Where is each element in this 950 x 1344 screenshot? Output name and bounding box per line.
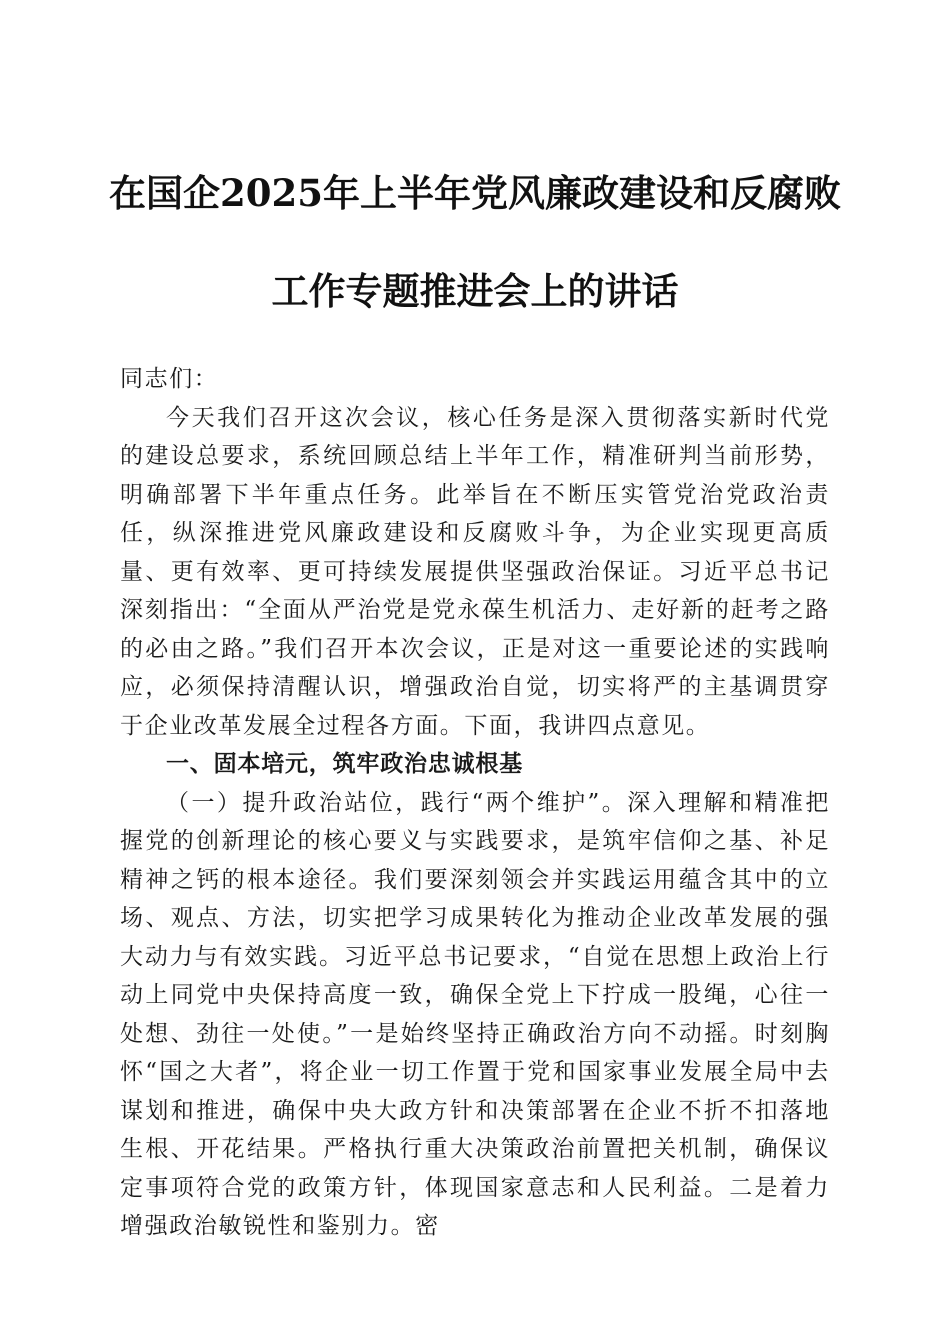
document-title-line-2: 工作专题推进会上的讲话 — [271, 269, 679, 313]
salutation: 同志们： — [120, 366, 219, 392]
document-title-line-1: 在国企2025年上半年党风廉政建设和反腐败 — [109, 171, 841, 215]
paragraph-section-1-1: （一）提升政治站位，践行“两个维护”。深入理解和精准把握党的创新理论的核心要义与实践要求，是筑牢信仰之基、补足精神之钙的根本途径。我们要深刻领会并实践运用蕴含其中的立场、观点、方法，切实把学习成果转化为推动企业改革发展的强大动力与有效实践。习近平总书记要求，“自觉在思想上政治上行动上同党中央保持高度一致，确保全党上下拧成一股绳，心往一处想、劲往一处使。”一是始终坚持正确政治方向不动摇。时刻胸怀“国之大者”，将企业一切工作置于党和国家事业发展全局中去谋划和推进，确保中央大政方针和决策部署在企业不折不扣落地生根、开花结果。严格执行重大决策政治前置把关机制，确保议定事项符合党的政策方针，体现国家意志和人民利益。二是着力增强政治敏锐性和鉴别力。密 — [120, 789, 830, 1239]
section-heading-1: 一、固本培元，筑牢政治忠诚根基 — [166, 751, 523, 777]
paragraph-intro: 今天我们召开这次会议，核心任务是深入贯彻落实新时代党的建设总要求，系统回顾总结上半年工作，精准研判当前形势，明确部署下半年重点任务。此举旨在不断压实管党治党政治责任，纵深推进党风廉政建设和反腐败斗争，为企业实现更高质量、更有效率、更可持续发展提供坚强政治保证。习近平总书记深刻指出：“全面从严治党是党永葆生机活力、走好新的赶考之路的必由之路。”我们召开本次会议，正是对这一重要论述的实践响应，必须保持清醒认识，增强政治自觉，切实将严的主基调贯穿于企业改革发展全过程各方面。下面，我讲四点意见。 — [120, 404, 830, 739]
document-body — [120, 360, 830, 1246]
